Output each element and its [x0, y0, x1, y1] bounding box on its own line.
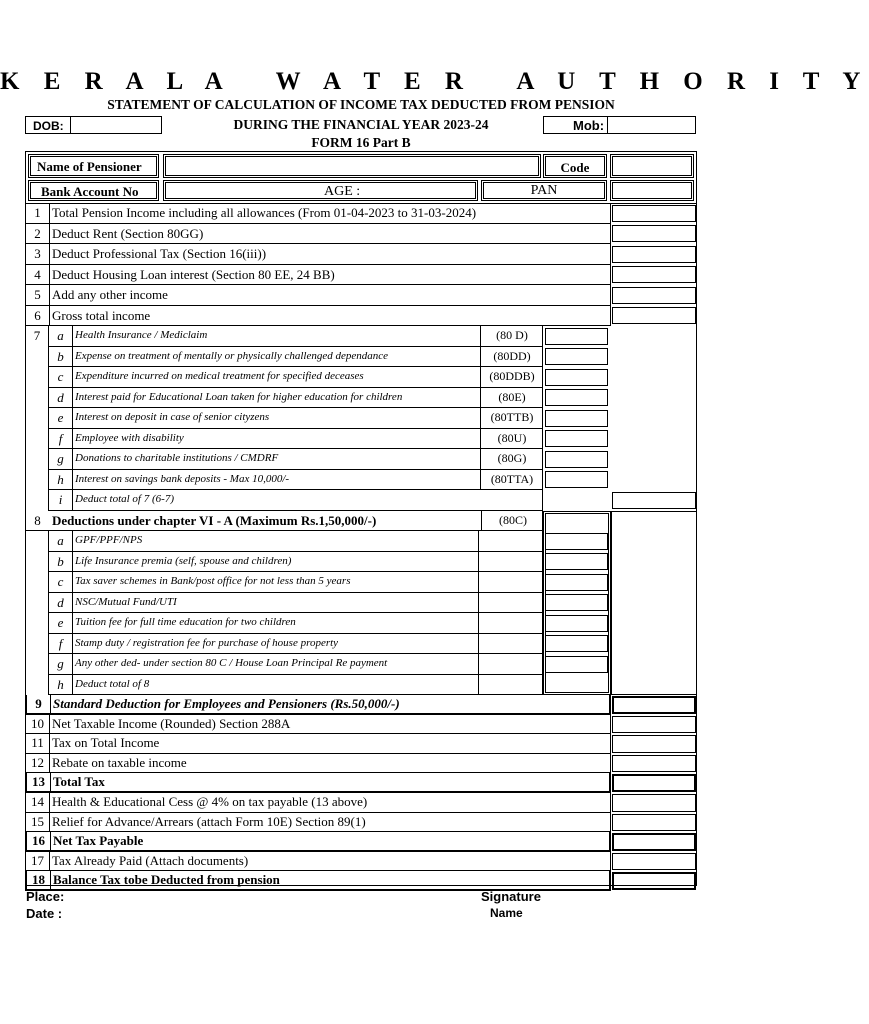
mob-label: Mob: — [573, 118, 605, 133]
item-letter: g — [49, 654, 73, 674]
item-letter: d — [49, 388, 73, 408]
section-code: (80E) — [480, 388, 543, 408]
item-letter: g — [49, 449, 73, 469]
row-number: 2 — [26, 224, 50, 244]
amount-field[interactable] — [612, 833, 696, 851]
date-label: Date : — [26, 906, 63, 921]
row-number: 3 — [26, 244, 50, 264]
item-letter: b — [49, 347, 73, 367]
deduction-amount-cell[interactable] — [478, 675, 543, 695]
table-row — [25, 306, 611, 327]
pan-field[interactable] — [481, 180, 607, 201]
bank-account-label: Bank Account No — [41, 184, 139, 199]
code-label-cell — [543, 154, 607, 178]
row-label: Standard Deduction for Employees and Pensioners (Rs.50,000/-) — [53, 696, 400, 711]
row-number: 11 — [26, 734, 50, 753]
section-code: (80DDB) — [480, 367, 543, 387]
name-label-cell — [28, 154, 159, 178]
deduction-row — [49, 613, 543, 634]
table-row — [25, 793, 611, 813]
deduction-amount-field[interactable] — [545, 471, 608, 488]
amount-field[interactable] — [612, 451, 696, 468]
deduction-amount-field[interactable] — [545, 533, 608, 550]
bank-label-cell — [28, 180, 159, 201]
deduction-row — [49, 654, 543, 675]
deduction-label: NSC/Mutual Fund/UTI — [75, 595, 177, 608]
dob-label: DOB: — [33, 119, 64, 133]
item-letter: h — [49, 470, 73, 490]
deduction-amount-field[interactable] — [545, 348, 608, 365]
row-number: 16 — [27, 832, 51, 850]
amount-field[interactable] — [612, 328, 696, 345]
mob-field[interactable] — [607, 116, 696, 134]
table-row — [25, 244, 611, 265]
amount-field[interactable] — [612, 389, 696, 406]
deduction-label: Interest paid for Educational Loan taken for higher education for children — [75, 390, 403, 403]
amount-field[interactable] — [612, 755, 696, 773]
section-code: (80U) — [480, 429, 543, 449]
bank-account-field[interactable] — [163, 180, 478, 201]
row-number: 10 — [26, 715, 50, 734]
table-row — [25, 754, 611, 774]
deduction-amount-cell[interactable] — [478, 613, 543, 633]
deduction-amount-field[interactable] — [545, 410, 608, 427]
deduction-amount-cell[interactable] — [478, 593, 543, 613]
row-number: 12 — [26, 754, 50, 773]
row-number: 1 — [26, 203, 50, 223]
place-label: Place: — [26, 889, 65, 904]
deduction-label: Tax saver schemes in Bank/post office for not less than 5 years — [75, 575, 351, 587]
table-row — [25, 852, 611, 872]
financial-year-subtitle: DURING THE FINANCIAL YEAR 2023-24 — [233, 117, 489, 132]
deduction-row — [49, 490, 543, 511]
deduction-label: Deduct total of 8 — [75, 677, 150, 690]
deduction-amount-field[interactable] — [545, 553, 608, 570]
amount-field[interactable] — [612, 369, 696, 386]
section-8-number: 8 — [34, 512, 41, 528]
amount-field[interactable] — [612, 266, 696, 283]
section-code: (80G) — [480, 449, 543, 469]
amount-field[interactable] — [612, 205, 696, 222]
item-letter: h — [49, 675, 73, 695]
amount-field[interactable] — [612, 471, 696, 488]
deduction-amount-cell[interactable] — [478, 572, 543, 592]
section-8-right-field[interactable] — [611, 511, 697, 696]
deduction-row — [49, 429, 543, 450]
amount-field[interactable] — [612, 735, 696, 753]
row-number: 5 — [26, 285, 50, 305]
row-number: 15 — [26, 813, 50, 832]
deduction-label: GPF/PPF/NPS — [75, 534, 143, 546]
row-label: Rebate on taxable income — [52, 754, 187, 770]
deduction-label: Health Insurance / Mediclaim — [75, 329, 208, 341]
amount-field[interactable] — [612, 307, 696, 324]
age-label: AGE : — [324, 184, 361, 199]
table-row — [25, 695, 611, 715]
row-number: 13 — [27, 773, 51, 791]
row-label: Net Tax Payable — [53, 833, 144, 849]
item-letter: b — [49, 552, 73, 572]
deduction-row — [49, 675, 543, 696]
row-number: 9 — [27, 695, 51, 713]
row-label: Tax Already Paid (Attach documents) — [52, 852, 249, 868]
section-8-number-column — [25, 531, 49, 695]
deduction-label: Tuition fee for full time education for two children — [75, 616, 296, 628]
code-field[interactable] — [610, 154, 694, 178]
name-signature-label: Name — [490, 906, 523, 920]
row-label: Total Pension Income including all allowances (From 01-04-2023 to 31-03-2024) — [52, 205, 477, 220]
row-number: 6 — [26, 306, 50, 326]
deduction-amount-cell[interactable] — [478, 531, 543, 551]
amount-field[interactable] — [612, 872, 696, 890]
deduction-label: Any other ded- under section 80 C / House Loan Principal Re payment — [75, 657, 388, 669]
row-label: Deduct Professional Tax (Section 16(iii)) — [52, 246, 267, 261]
table-row — [25, 773, 611, 793]
deduction-row — [49, 326, 543, 347]
row-number: 18 — [27, 871, 51, 889]
row-label: Balance Tax tobe Deducted from pension — [53, 872, 280, 888]
code-label: Code — [560, 160, 590, 175]
section-7-number: 7 — [25, 326, 49, 511]
deduction-amount-field[interactable] — [545, 656, 608, 673]
table-row — [25, 832, 611, 852]
deduction-row — [49, 347, 543, 368]
table-row — [25, 813, 611, 833]
deduction-amount-cell[interactable] — [478, 654, 543, 674]
amount-field[interactable] — [612, 696, 696, 714]
pan-label: PAN — [530, 183, 558, 198]
deduction-row — [49, 572, 543, 593]
pan-value-field[interactable] — [610, 180, 694, 201]
deduction-amount-field[interactable] — [545, 430, 608, 447]
item-letter: c — [49, 367, 73, 387]
section-code: (80C) — [481, 511, 544, 531]
item-letter: a — [49, 531, 73, 551]
deduction-amount-field[interactable] — [545, 635, 608, 652]
signature-label: Signature — [481, 889, 541, 904]
form-subtitle: FORM 16 Part B — [311, 135, 411, 150]
deduction-label: Deduct total of 7 (6-7) — [75, 493, 174, 505]
deduction-row — [49, 531, 543, 552]
deduction-row — [49, 388, 543, 409]
deduction-amount-cell[interactable] — [478, 634, 543, 654]
deduction-row — [49, 449, 543, 470]
table-row — [25, 203, 611, 224]
amount-field[interactable] — [612, 225, 696, 242]
deduction-row — [49, 593, 543, 614]
deduction-label: Employee with disability — [75, 431, 184, 444]
deduction-label: Expense on treatment of mentally or physically challenged dependance — [75, 349, 388, 362]
section-8-header — [25, 511, 543, 532]
row-number: 14 — [26, 793, 50, 812]
item-letter: f — [49, 634, 73, 654]
row-label: Add any other income — [52, 287, 168, 302]
amount-field[interactable] — [612, 287, 696, 304]
deduction-label: Expenditure incurred on medical treatment for specified deceases — [75, 370, 364, 382]
deduction-amount-field[interactable] — [545, 574, 608, 591]
amount-field[interactable] — [612, 246, 696, 263]
amount-field[interactable] — [612, 716, 696, 734]
deduction-row — [49, 634, 543, 655]
total-amount-field[interactable] — [612, 492, 696, 509]
row-label: Gross total income — [52, 307, 151, 323]
row-label: Total Tax — [53, 774, 105, 790]
table-row — [25, 734, 611, 754]
item-letter: c — [49, 572, 73, 592]
amount-field[interactable] — [612, 794, 696, 812]
section-8-title: Deductions under chapter VI - A (Maximum Rs.1,50,000/-) — [52, 512, 377, 528]
row-number: 17 — [26, 852, 50, 871]
item-letter: f — [49, 429, 73, 449]
deduction-row — [49, 408, 543, 429]
table-row — [25, 285, 611, 306]
table-row — [25, 265, 611, 286]
deduction-amount-field[interactable] — [545, 594, 608, 611]
row-label: Deduct Housing Loan interest (Section 80 EE, 24 BB) — [52, 266, 335, 282]
amount-field[interactable] — [612, 774, 696, 792]
deduction-label: Interest on savings bank deposits - Max 10,000/- — [75, 472, 290, 485]
item-letter: e — [49, 408, 73, 428]
deduction-row — [49, 470, 543, 491]
section-code: (80DD) — [480, 347, 543, 367]
deduction-label: Interest on deposit in case of senior cityzens — [75, 411, 270, 423]
deduction-row — [49, 552, 543, 573]
deduction-amount-field[interactable] — [545, 615, 608, 632]
deduction-amount-field[interactable] — [545, 451, 608, 468]
statement-subtitle: STATEMENT OF CALCULATION OF INCOME TAX DEDUCTED FROM PENSION — [107, 97, 615, 112]
row-label: Tax on Total Income — [52, 735, 160, 751]
deduction-amount-cell[interactable] — [478, 552, 543, 572]
deduction-label: Life Insurance premia (self, spouse and children) — [75, 554, 292, 567]
item-letter: e — [49, 613, 73, 633]
deduction-label: Donations to charitable institutions / CMDRF — [75, 452, 279, 464]
amount-field[interactable] — [612, 430, 696, 447]
deduction-amount-field[interactable] — [545, 389, 608, 406]
item-letter: d — [49, 593, 73, 613]
item-letter: i — [49, 490, 73, 510]
amount-field[interactable] — [612, 410, 696, 427]
name-label: Name of Pensioner — [37, 159, 142, 174]
row-label: Net Taxable Income (Rounded) Section 288A — [52, 715, 291, 731]
item-letter: a — [49, 326, 73, 346]
section-code: (80 D) — [480, 326, 543, 346]
row-label: Deduct Rent (Section 80GG) — [52, 225, 204, 241]
deduction-amount-field[interactable] — [545, 369, 608, 386]
pensioner-name-field[interactable] — [163, 154, 541, 178]
section-code: (80TTA) — [480, 470, 543, 490]
deduction-amount-field[interactable] — [545, 328, 608, 345]
organization-title: K E R A L A W A T E R A U T H O R I T Y — [0, 68, 869, 95]
row-label: Relief for Advance/Arrears (attach Form 10E) Section 89(1) — [52, 813, 366, 829]
row-number: 4 — [26, 265, 50, 285]
section-code: (80TTB) — [480, 408, 543, 428]
table-row — [25, 224, 611, 245]
amount-field[interactable] — [612, 853, 696, 871]
deduction-row — [49, 367, 543, 388]
amount-field[interactable] — [612, 348, 696, 365]
deduction-label: Stamp duty / registration fee for purchase of house property — [75, 636, 339, 649]
table-row — [25, 715, 611, 735]
amount-field[interactable] — [612, 814, 696, 832]
row-label: Health & Educational Cess @ 4% on tax payable (13 above) — [52, 794, 368, 809]
